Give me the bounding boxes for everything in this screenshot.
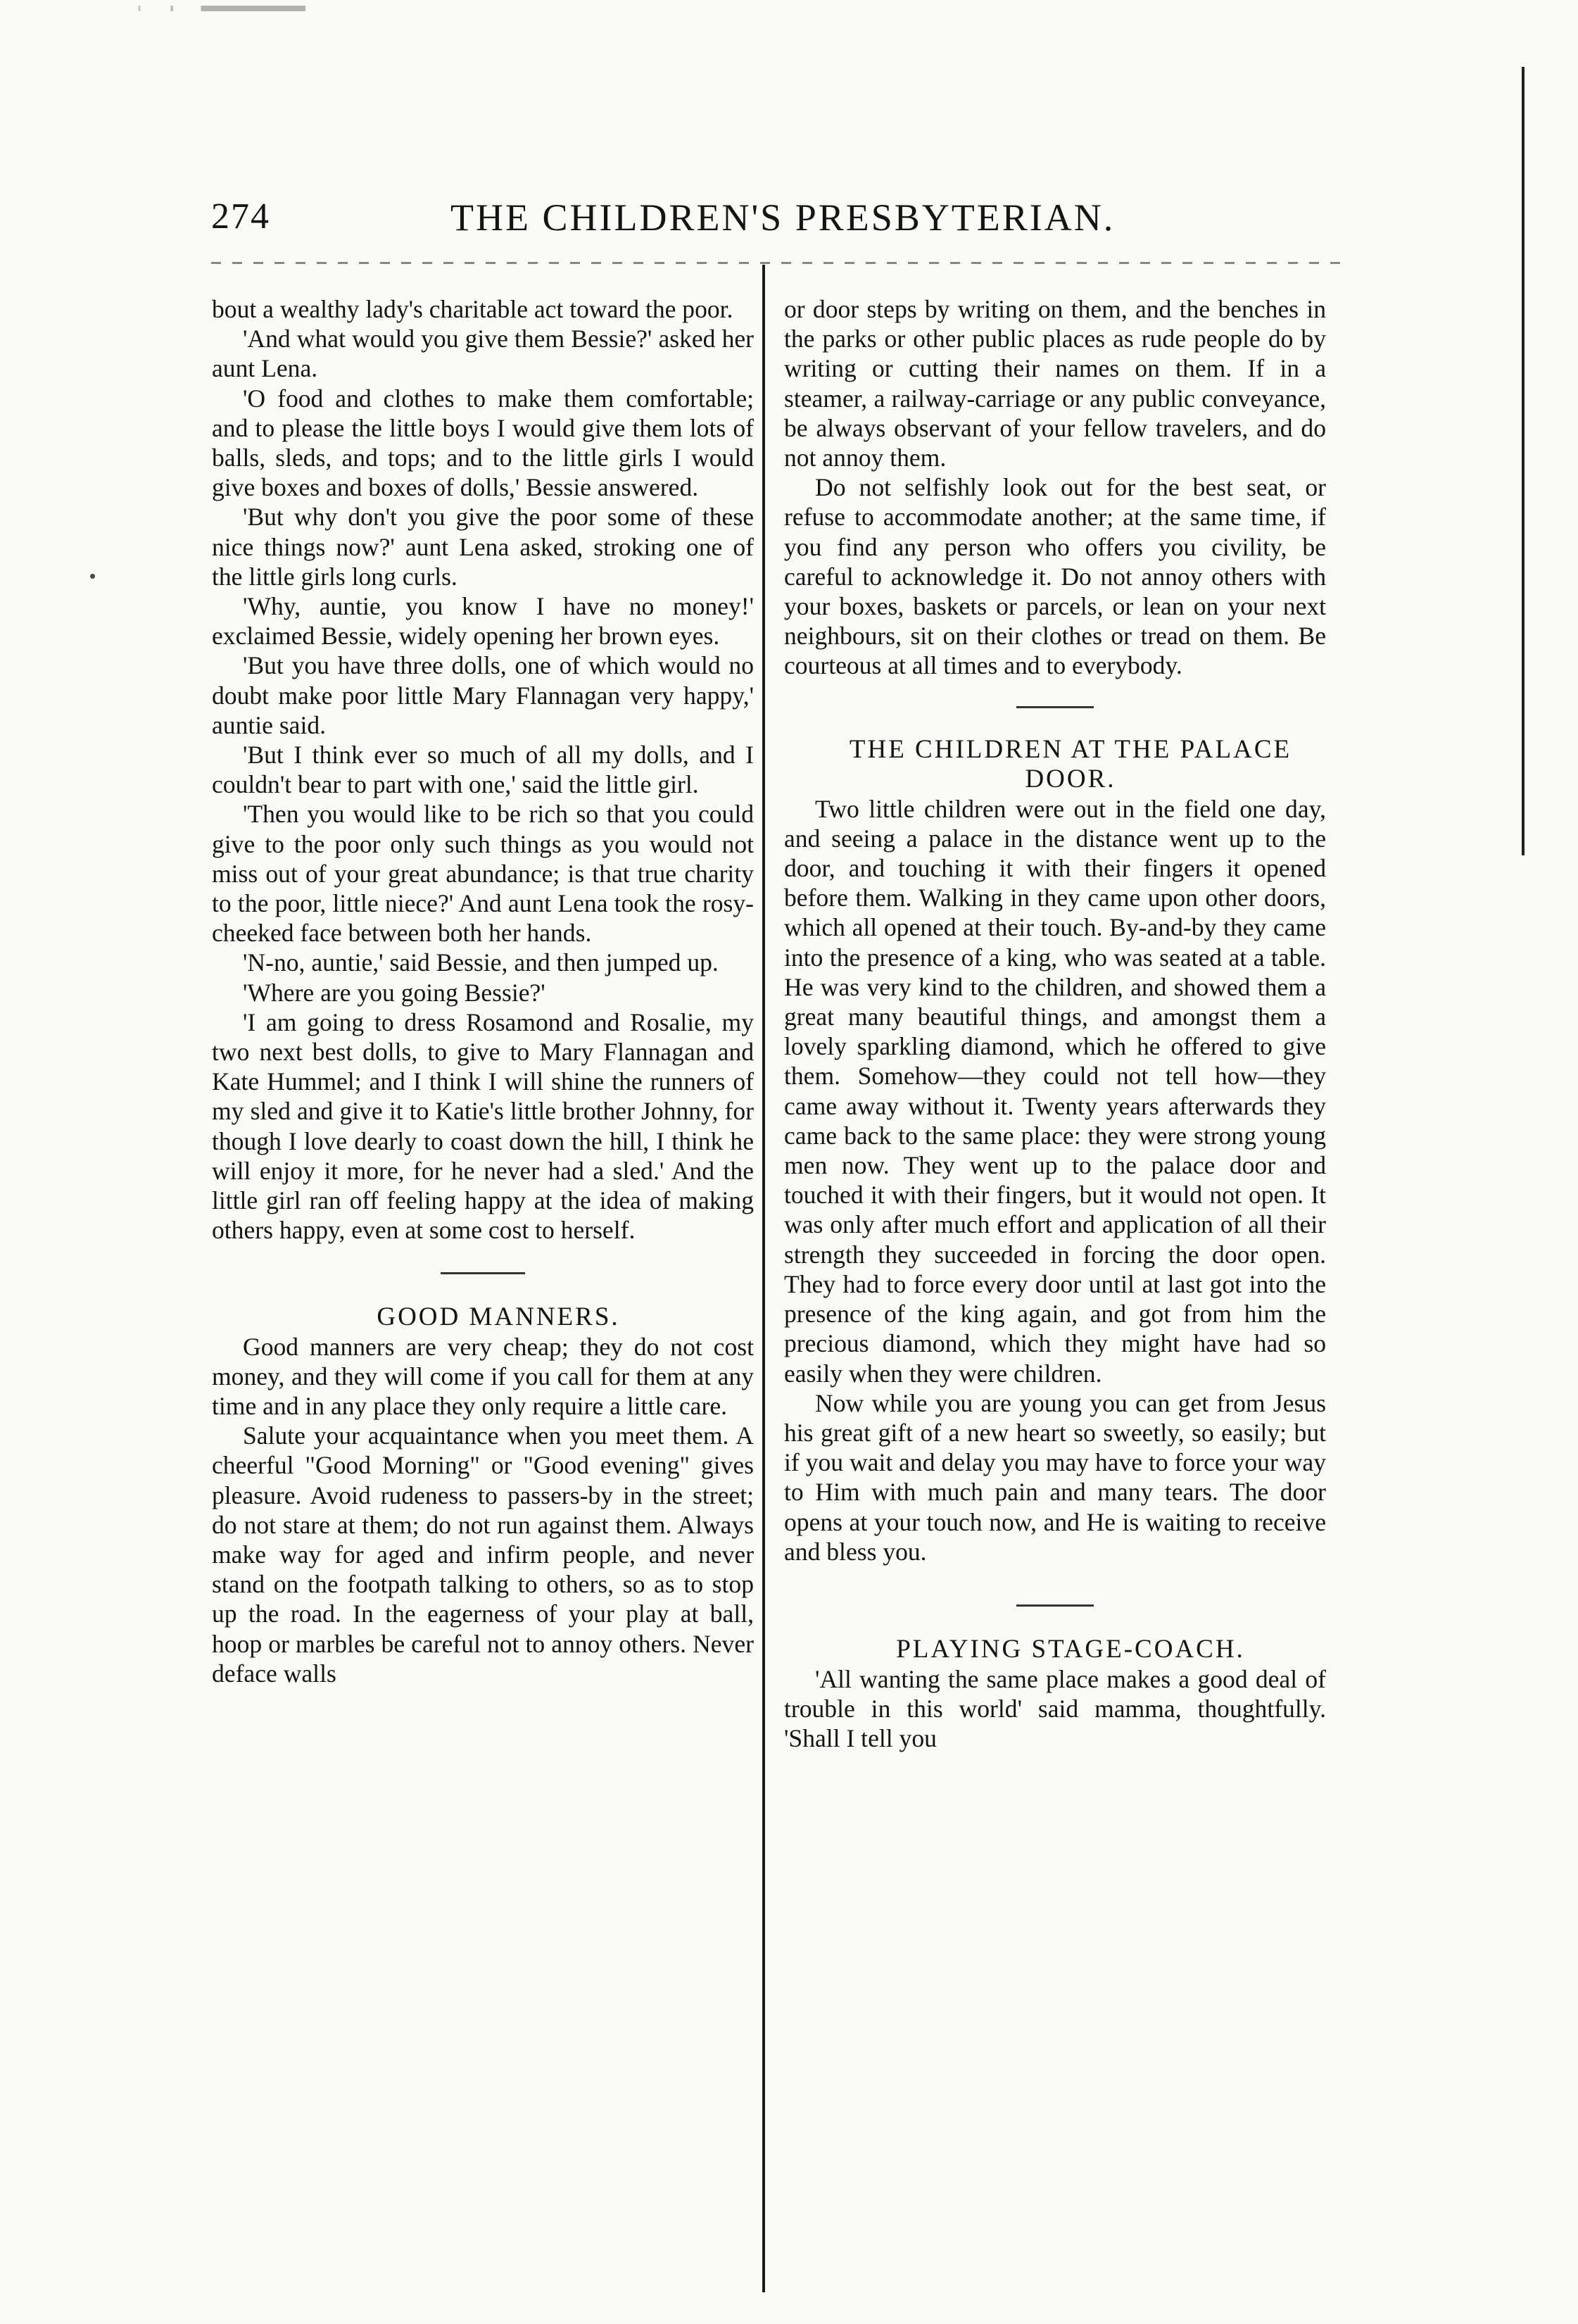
paragraph: or door steps by writing on them, and the benches in the parks or other public places as rude people do by writing or cutting their names on them. If in a steamer, a railway-carriage or any public conveyance, be always observant of your fellow travelers, and do not annoy them. xyxy=(784,295,1326,472)
paragraph: 'I am going to dress Rosamond and Rosalie, my two next best dolls, to give to Mary Flannagan and Kate Hummel; and I think I will shine the runners of my sled and give it to Katie's little brother Johnny, for though I love dearly to coast down the hill, I think he will enjoy it more, for he never had a sled.' And the little girl ran off feeling happy at the idea of making others happy, even at some cost to herself. xyxy=(212,1007,754,1245)
section-divider xyxy=(441,1272,525,1274)
right-column xyxy=(784,294,1326,1754)
running-title: THE CHILDREN'S PRESBYTERIAN. xyxy=(450,196,1116,239)
page-header xyxy=(211,196,1351,259)
paragraph: Good manners are very cheap; they do not cost money, and they will come if you call for them at any time and in any place they only require a little care. xyxy=(212,1332,754,1420)
paragraph: 'But why don't you give the poor some of these nice things now?' aunt Lena asked, stroking one of the little girls long curls. xyxy=(212,503,754,591)
paragraph: 'Then you would like to be rich so that you could give to the poor only such things as you would not miss out of your great abundance; is that true charity to the poor, little niece?' And aunt Lena took the rosy-cheeked face between both her hands. xyxy=(212,800,754,948)
page-number: 274 xyxy=(211,196,270,237)
section-heading-palace-door-line2: DOOR. xyxy=(1025,764,1116,793)
paragraph: 'But you have three dolls, one of which would no doubt make poor little Mary Flannagan very happy,' auntie said. xyxy=(212,651,754,739)
section-heading-palace-door-line1: THE CHILDREN AT THE PALACE xyxy=(849,734,1292,764)
paragraph: Salute your acquaintance when you meet them. A cheerful "Good Morning" or "Good evening" gives pleasure. Avoid rudeness to passers-by in the street; do not stare at them; do not run against them. Always make way for aged and infirm people, and never stand on the footpath talking to others, so as to stop up the road. In the eagerness of your play at ball, hoop or marbles be careful not to annoy others. Never deface walls xyxy=(212,1421,754,1688)
paragraph: 'N-no, auntie,' said Bessie, and then jumped up. xyxy=(243,948,719,977)
paragraph: Now while you are young you can get from Jesus his great gift of a new heart so sweetly, so easily; but if you wait and delay you may have to force your way to Him with much pain and many tears. The door opens at your touch now, and He is waiting to receive and bless you. xyxy=(784,1388,1326,1566)
header-rule xyxy=(211,262,1351,264)
paragraph: 'O food and clothes to make them comfortable; and to please the little boys I would give them lots of balls, sleds, and tops; and to the little girls I would give boxes and boxes of dolls,' Bessie answered. xyxy=(212,384,754,502)
page-smudge xyxy=(120,6,352,11)
paragraph: Do not selfishly look out for the best seat, or refuse to accommodate another; at the same time, if you find any person who offers you civility, be careful to acknowledge it. Do not annoy others with your boxes, baskets or parcels, or lean on your next neighbours, sit on their clothes or tread on them. Be courteous at all times and to everybody. xyxy=(784,473,1326,680)
margin-rule xyxy=(1522,67,1525,855)
section-heading-good-manners: GOOD MANNERS. xyxy=(377,1302,620,1331)
paragraph: Two little children were out in the field one day, and seeing a palace in the distance went up to the door, and touching it with their fingers it opened before them. Walking in they came upon other doors, which all opened at their touch. By-and-by they came into the presence of a king, who was seated at a table. He was very kind to the children, and showed them a great many beautiful things, and amongst them a lovely sparkling diamond, which he offered to give them. Somehow—they could not tell how—they came away without it. Twenty years afterwards they came back to the same place: they were strong young men now. They went up to the palace door and touched it with their fingers, but it would not open. It was only after much effort and application of all their strength they succeeded in forcing the door open. They had to force every door until at last got into the presence of the king again, and got from him the precious diamond, which they might have had so easily when they were children. xyxy=(784,794,1326,1388)
paragraph: 'All wanting the same place makes a good deal of trouble in this world' said mamma, thoughtfully. 'Shall I tell you xyxy=(784,1664,1326,1753)
paragraph: 'But I think ever so much of all my dolls, and I couldn't bear to part with one,' said the little girl. xyxy=(212,741,754,799)
paragraph: 'And what would you give them Bessie?' asked her aunt Lena. xyxy=(212,325,754,383)
section-divider xyxy=(1016,706,1094,708)
left-column xyxy=(212,294,754,1688)
section-heading-stage-coach: PLAYING STAGE-COACH. xyxy=(896,1634,1245,1664)
paragraph: 'Where are you going Bessie?' xyxy=(243,978,545,1007)
column-rule xyxy=(762,265,765,2292)
paragraph: 'Why, auntie, you know I have no money!' exclaimed Bessie, widely opening her brown eyes. xyxy=(212,592,754,651)
paragraph: bout a wealthy lady's charitable act toward the poor. xyxy=(212,295,733,323)
margin-dot xyxy=(90,574,95,579)
section-divider xyxy=(1016,1604,1094,1607)
